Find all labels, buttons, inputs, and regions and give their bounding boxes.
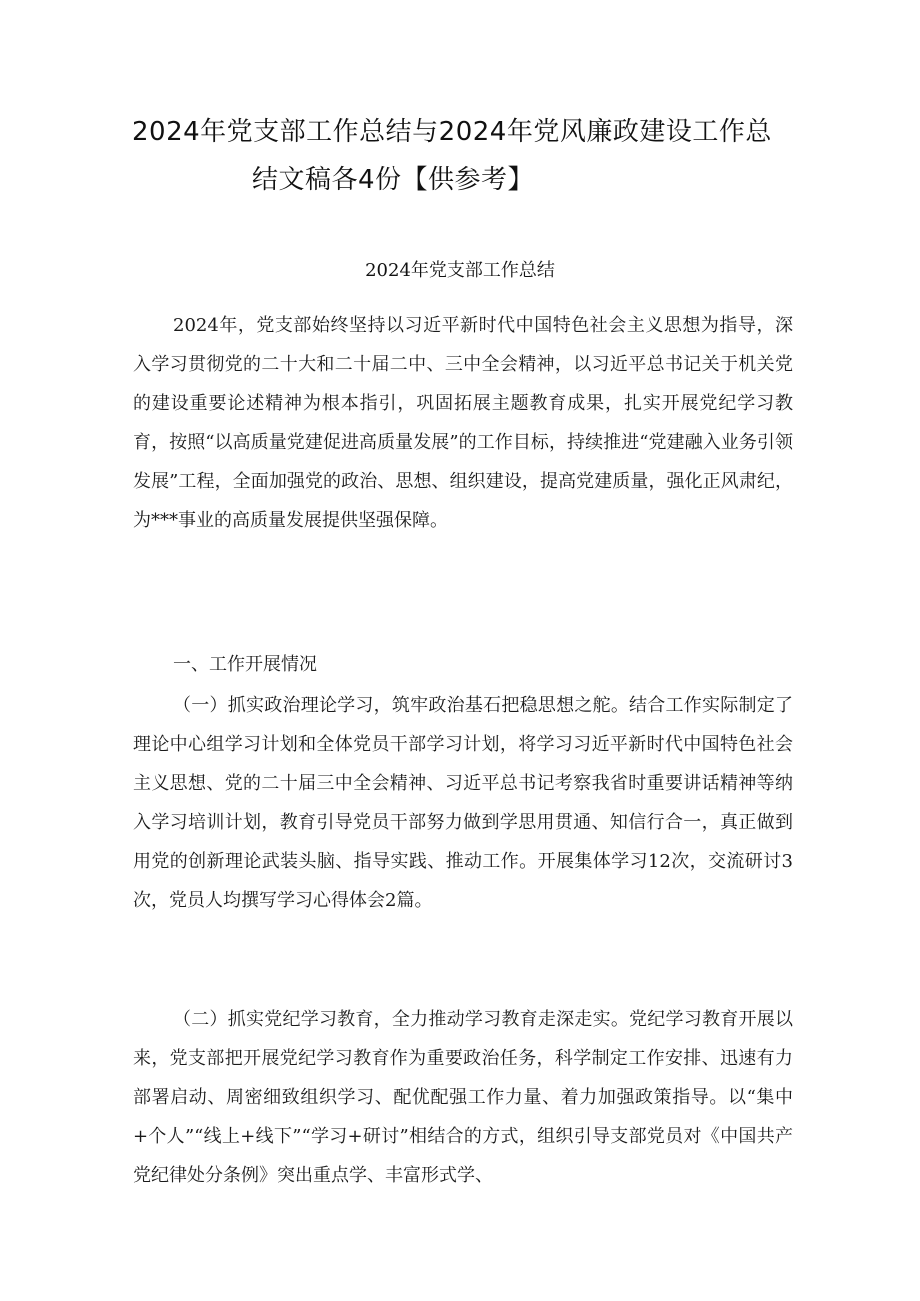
heading-work-status: 一、工作开展情况 — [173, 654, 317, 675]
paragraph-discipline-education: （二）抓实党纪学习教育，全力推动学习教育走深走实。党纪学习教育开展以来，党支部把开展党纪学习教育作为重要政治任务，科学制定工作安排、迅速有力部署启动、周密细致组织学习、配优配强工作力量、着力加强政策指导。以“集中+个人”“线上+线下”“学习+研讨”相结合的方式，组织引导支部党员对《中国共产党纪律处分条例》突出重点学、丰富形式学、 — [133, 1009, 793, 1186]
paragraph-intro: 2024年，党支部始终坚持以习近平新时代中国特色社会主义思想为指导，深入学习贯彻党的二十大和二十届二中、三中全会精神，以习近平总书记关于机关党的建设重要论述精神为根本指引，巩固拓展主题教育成果，扎实开展党纪学习教育，按照“以高质量党建促进高质量发展”的工作目标，持续推进“党建融入业务引领发展”工程，全面加强党的政治、思想、组织建设，提高党建质量，强化正风肃纪，为***事业的高质量发展提供坚强保障。 — [133, 315, 793, 531]
paragraph-political-study: （一）抓实政治理论学习，筑牢政治基石把稳思想之舵。结合工作实际制定了理论中心组学习计划和全体党员干部学习计划，将学习习近平新时代中国特色社会主义思想、党的二十届三中全会精神、习近平总书记考察我省时重要讲话精神等纳入学习培训计划，教育引导党员干部努力做到学思用贯通、知信行合一，真正做到用党的创新理论武装头脑、指导实践、推动工作。开展集体学习12次，交流研讨3次，党员人均撰写学习心得体会2篇。 — [133, 695, 793, 911]
document-title-line-2: 结文稿各4份【供参考】 — [252, 165, 535, 195]
section-title: 2024年党支部工作总结 — [365, 260, 555, 281]
document-title-line-1: 2024年党支部工作总结与2024年党风廉政建设工作总 — [132, 117, 772, 147]
document-title — [132, 108, 812, 204]
